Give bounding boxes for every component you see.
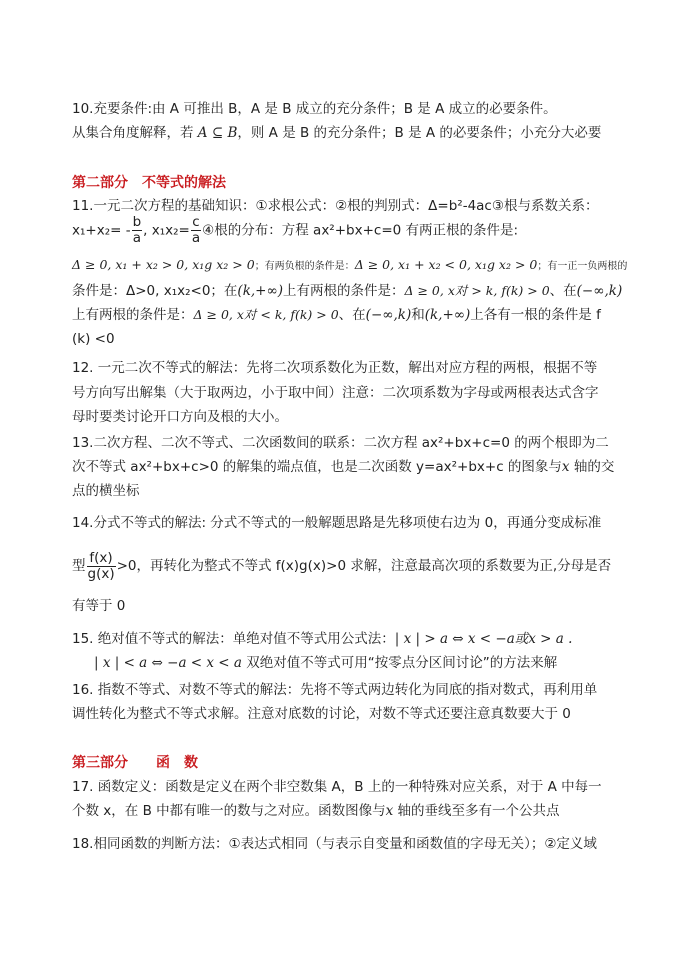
root-distribution-text: ④根的分布：方程 ax²+bx+c=0 有两正根的条件是:	[202, 222, 519, 239]
fraction-f-over-g	[87, 551, 116, 582]
item-11-text: 上各有一根的条件是 f	[470, 307, 601, 323]
interval-k-inf: (k,+∞)	[237, 283, 283, 299]
item-18-line-1: 18.相同函数的判断方法：①表达式相同（与表示自变量和函数值的字母无关）；②定义域	[72, 836, 597, 852]
item-11-line-3	[72, 256, 627, 276]
item-17-text: 个数 x，在 B 中都有唯一的数与之对应。函数图像与	[72, 803, 386, 819]
item-11-line-6: (k) <0	[72, 331, 115, 347]
condition-above-k: Δ ≥ 0, x对 > k, f(k) > 0	[404, 283, 550, 298]
item-17-text: 轴的垂线至多有一个公共点	[393, 803, 560, 819]
item-13-text: 次不等式 ax²+bx+c>0 的解集的端点值，也是二次函数 y=ax²+bx+c 的图象与	[72, 459, 562, 475]
item-15-text: 双绝对值不等式可用“按零点分区间讨论”的方法来解	[241, 655, 558, 671]
item-11-line-4	[72, 282, 622, 300]
item-11-text: ；有一正一负两根的	[537, 261, 628, 272]
item-12-line-1: 12. 一元二次不等式的解法：先将二次项系数化为正数，解出对应方程的两根，根据不等	[72, 360, 598, 376]
item-10-line-2	[72, 124, 601, 142]
fraction-denominator: g(x)	[87, 565, 115, 582]
item-16-line-2: 调性转化为整式不等式求解。注意对底数的讨论，对数不等式还要注意真数要大于 0	[72, 706, 571, 722]
item-17-line-2	[72, 802, 560, 820]
fraction-denominator: a	[132, 230, 142, 246]
abs-greater-formula: | x | > a ⇔ x < −a或x > a .	[394, 631, 573, 647]
item-14-line-1: 14.分式不等式的解法: 分式不等式的一般解题思路是先移项使右边为 0，再通分变成标准	[72, 515, 602, 531]
item-11-line-2	[72, 215, 518, 246]
item-10-text: 10.充要条件:由 A 可推出 B，A 是 B 成立的充分条件；B 是 A 成立的必要条件。	[72, 101, 557, 117]
item-13-line-2	[72, 458, 614, 476]
subset-formula: A ⊆ B	[197, 125, 238, 141]
abs-less-formula: | x | < a ⇔ −a < x < a	[94, 655, 242, 671]
item-11-text: 条件是：Δ>0, x₁x₂<0；在	[72, 283, 238, 299]
item-14-line-2	[72, 549, 611, 583]
fraction-c-over-a	[191, 215, 201, 246]
item-11-text: 上有两根的条件是：	[282, 283, 405, 299]
section-heading-part2: 第二部分 不等式的解法	[72, 175, 226, 191]
item-11-text: 上有两根的条件是：	[72, 307, 194, 323]
item-12-line-3: 母时要类讨论开口方向及根的大小。	[72, 409, 288, 425]
fraction-numerator: c	[192, 214, 200, 230]
item-14-text: >0，再转化为整式不等式 f(x)g(x)>0 求解，注意最高次项的系数要为正,分母是否	[116, 558, 612, 574]
item-16-line-1: 16. 指数不等式、对数不等式的解法：先将不等式两边转化为同底的指对数式，再利用单	[72, 682, 598, 698]
item-11-text: 和	[411, 307, 425, 323]
x-variable: x	[385, 803, 394, 819]
fraction-b-over-a	[132, 215, 143, 246]
item-10-text-post: ，则 A 是 B 的充分条件；B 是 A 的必要条件；小充分大必要	[237, 125, 602, 141]
item-11-line-5	[72, 306, 601, 324]
item-13-line-1: 13.二次方程、二次不等式、二次函数间的联系：二次方程 ax²+bx+c=0 的两个根即为二	[72, 435, 609, 451]
item-11-text: 、在	[549, 283, 577, 299]
x-variable: x	[561, 459, 570, 475]
item-15-line-2	[94, 654, 557, 672]
item-11-line-1: 11.一元二次方程的基础知识：①求根公式：②根的判别式：Δ=b²-4ac③根与系数关系：	[72, 198, 599, 214]
item-13-line-3: 点的横坐标	[72, 483, 140, 499]
fraction-numerator: f(x)	[87, 551, 116, 567]
interval-neginf-k: (−∞,k)	[576, 283, 623, 299]
item-13-text: 轴的交	[569, 459, 615, 475]
vieta-product: , x₁x₂=	[143, 222, 190, 239]
item-10-text-pre: 从集合角度解释，若	[72, 125, 198, 141]
interval-k-inf: (k,+∞)	[424, 307, 471, 323]
item-14-line-3: 有等于 0	[72, 598, 126, 614]
vieta-sum: x₁+x₂= -	[72, 222, 131, 239]
section-heading-part3: 第三部分 函 数	[72, 755, 198, 771]
item-11-text: 、在	[338, 307, 366, 323]
item-12-line-2: 号方向写出解集（大于取两边，小于取中间）注意：二次项系数为字母或两根表达式含字	[72, 385, 599, 401]
item-14-text: 型	[72, 558, 86, 574]
positive-roots-condition: Δ ≥ 0, x₁ + x₂ > 0, x₁g x₂ > 0	[72, 257, 255, 272]
fraction-denominator: a	[191, 230, 201, 246]
fraction-numerator: b	[132, 214, 142, 230]
item-10-line-1	[72, 100, 557, 118]
item-15-line-1	[72, 630, 572, 648]
item-15-text: 15. 绝对值不等式的解法：单绝对值不等式用公式法：	[72, 631, 395, 647]
negative-roots-condition: Δ ≥ 0, x₁ + x₂ < 0, x₁g x₂ > 0	[354, 257, 538, 272]
item-11-text: ；有两负根的条件是：	[254, 261, 355, 272]
interval-neginf-k: (−∞,k)	[365, 307, 412, 323]
condition-below-k: Δ ≥ 0, x对 < k, f(k) > 0	[193, 307, 339, 322]
item-17-line-1: 17. 函数定义：函数是定义在两个非空数集 A，B 上的一种特殊对应关系，对于 A 中每一	[72, 779, 602, 795]
